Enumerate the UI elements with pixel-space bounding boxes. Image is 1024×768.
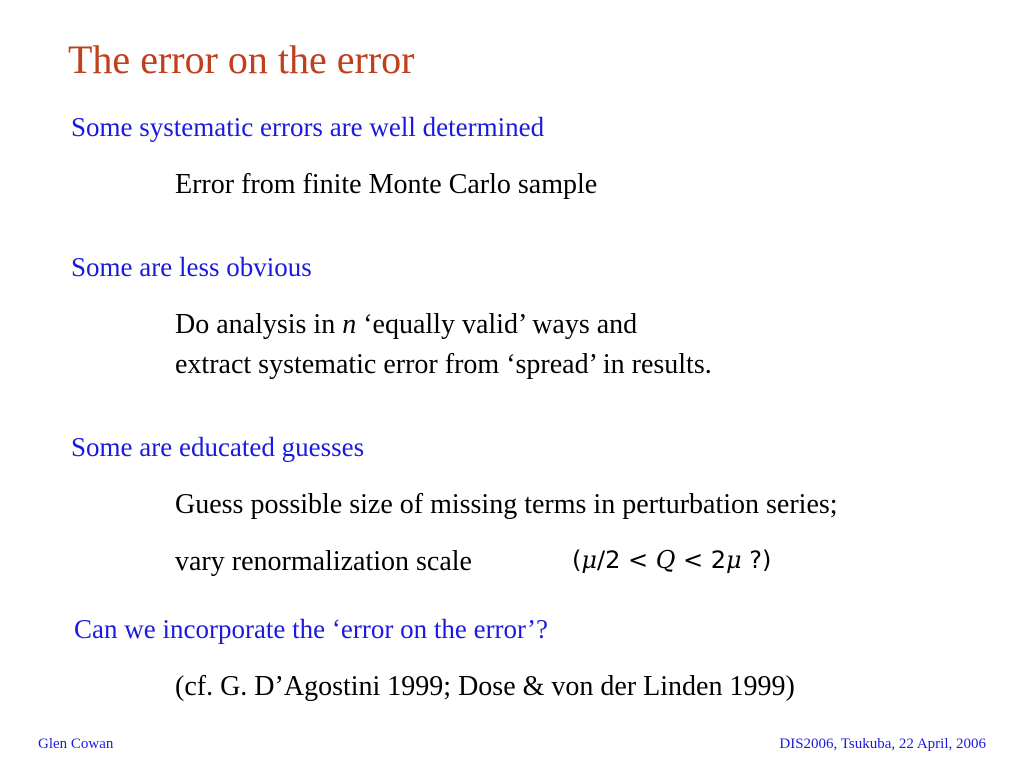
footer-event: DIS2006, Tsukuba, 22 April, 2006 — [779, 736, 986, 752]
section-heading-educated-guesses: Some are educated guesses — [71, 432, 365, 462]
section-heading-less-obvious: Some are less obvious — [71, 252, 312, 282]
text-segment: Do analysis in — [175, 309, 343, 340]
slide-title: The error on the error — [68, 37, 415, 82]
renormalization-scale-formula — [572, 548, 771, 572]
section-text-spread: extract systematic error from ‘spread’ in results. — [175, 349, 712, 380]
formula-mu: μ — [726, 546, 742, 574]
variable-n: n — [342, 309, 357, 340]
section-text-analysis-ways — [175, 311, 637, 339]
section-text-renormalization: vary renormalization scale — [175, 546, 472, 577]
formula-q: Q — [655, 546, 676, 574]
formula-mu: μ — [581, 546, 597, 574]
section-heading-error-on-error: Can we incorporate the ‘error on the error’? — [74, 614, 549, 644]
section-text-perturbation: Guess possible size of missing terms in perturbation series; — [175, 489, 838, 520]
formula-part: ( — [572, 546, 582, 574]
formula-part: < 2 — [675, 546, 727, 574]
section-text-references: (cf. G. D’Agostini 1999; Dose & von der Linden 1999) — [175, 671, 795, 702]
formula-part: /2 < — [596, 546, 656, 574]
footer-author: Glen Cowan — [38, 736, 114, 752]
formula-part: ?) — [741, 546, 772, 574]
text-segment: ‘equally valid’ ways and — [356, 309, 638, 340]
section-heading-well-determined: Some systematic errors are well determined — [71, 112, 545, 142]
section-text-monte-carlo: Error from finite Monte Carlo sample — [175, 169, 598, 200]
